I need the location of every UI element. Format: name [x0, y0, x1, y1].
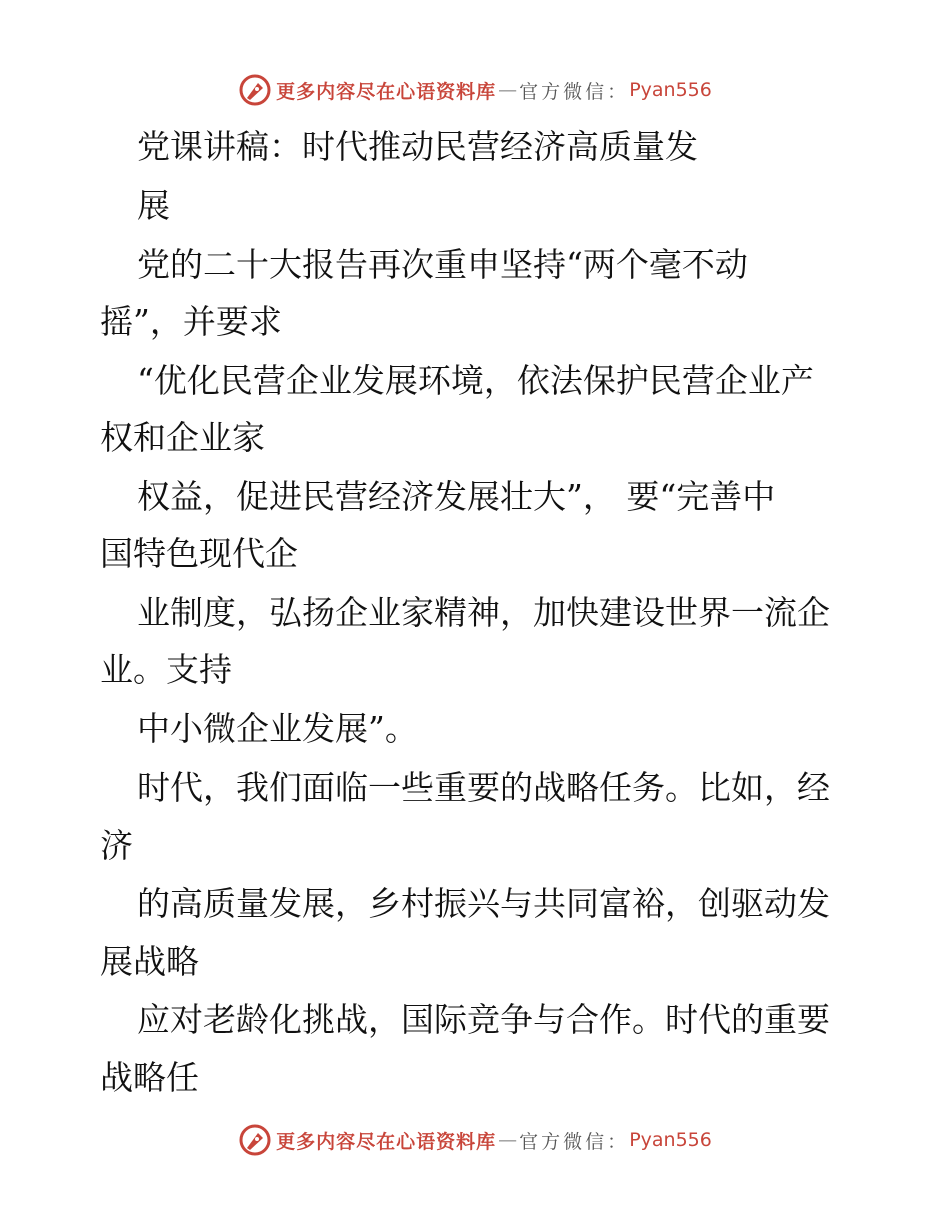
header-watermark: [0, 70, 950, 110]
paragraph-line: 战略任: [100, 1058, 199, 1097]
paragraph-line: 时代，我们面临一些重要的战略任务。比如，经: [137, 768, 830, 807]
paragraph-line: 业制度，弘扬企业家精神，加快建设世界一流企: [137, 593, 830, 632]
document-title-line-1: 党课讲稿：时代推动民营经济高质量发: [137, 127, 698, 166]
paragraph-line: 权和企业家: [100, 418, 265, 457]
watermark-contact-label: 官方微信：: [519, 80, 630, 103]
watermark-id: Pyan556: [629, 79, 712, 101]
watermark-contact-label: 官方微信：: [519, 1130, 630, 1153]
watermark-separator: —: [498, 79, 518, 101]
footer-watermark: [0, 1120, 950, 1160]
paragraph-line: 权益，促进民营经济发展壮大”， 要“完善中: [137, 477, 776, 516]
paragraph-line: 党的二十大报告再次重申坚持“两个毫不动: [137, 245, 748, 284]
paragraph-line: 济: [100, 826, 133, 865]
paragraph-line: “优化民营企业发展环境，依法保护民营企业产: [137, 361, 814, 400]
paragraph-line: 中小微企业发展”。: [137, 709, 418, 748]
paragraph-line: 摇”，并要求: [100, 302, 282, 341]
pen-nib-seal-icon: [238, 1123, 272, 1157]
document-title-line-2: 展: [137, 186, 170, 225]
paragraph-line: 的高质量发展，乡村振兴与共同富裕，创驱动发: [137, 884, 830, 923]
watermark-brand: 更多内容尽在心语资料库: [276, 80, 497, 103]
pen-nib-seal-icon: [238, 73, 272, 107]
watermark-separator: —: [498, 1129, 518, 1151]
paragraph-line: 国特色现代企: [100, 534, 298, 573]
paragraph-line: 展战略: [100, 942, 199, 981]
watermark-brand: 更多内容尽在心语资料库: [276, 1130, 497, 1153]
paragraph-line: 应对老龄化挑战，国际竞争与合作。时代的重要: [137, 1000, 830, 1039]
paragraph-line: 业。支持: [100, 650, 232, 689]
watermark-id: Pyan556: [629, 1129, 712, 1151]
